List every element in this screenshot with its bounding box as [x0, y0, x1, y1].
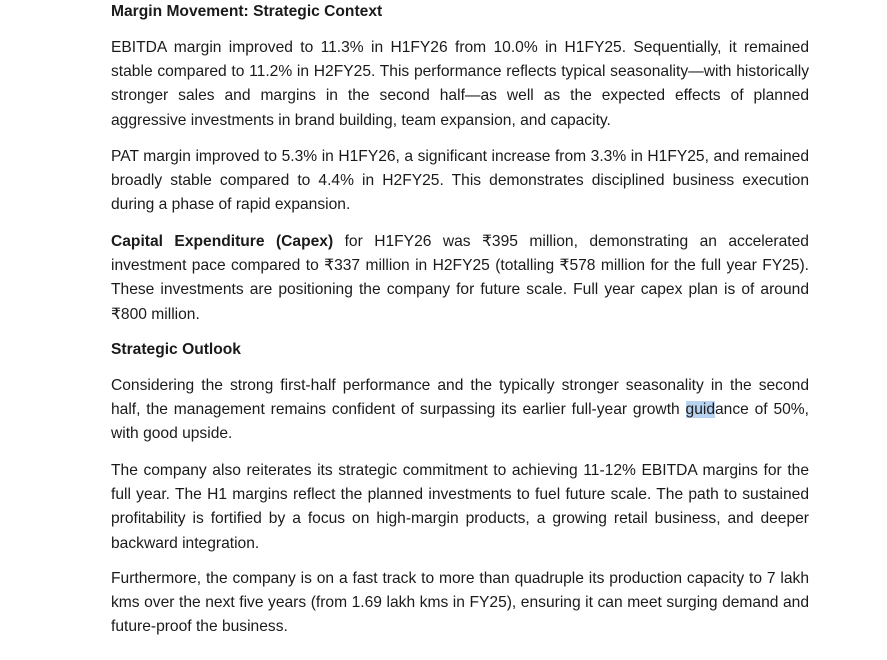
paragraph-ebitda-margin: EBITDA margin improved to 11.3% in H1FY26 from 10.0% in H1FY25. Sequentially, it remained stable compared to 11.2% in H2FY25. This performance reflects typical seasonality—with historically stronger sales and margins in the second half—as well as the expected effects of planned aggressive investments in brand building, team expansion, and capacity.	[111, 39, 809, 129]
section-heading-strategic-outlook: Strategic Outlook	[111, 341, 241, 358]
guidance-text-after: ance of 50%, with good upside.	[111, 401, 809, 443]
text-selection-highlight[interactable]: guid	[685, 401, 715, 419]
section-heading-margin-movement: Margin Movement: Strategic Context	[111, 3, 383, 20]
paragraph-capex	[111, 230, 809, 327]
guidance-text-before: Considering the strong first-half performance and the typically stronger seasonality in the second half, the management remains confident of surpassing its earlier full-year growth	[111, 377, 809, 419]
paragraph-growth-guidance	[111, 374, 809, 447]
paragraph-pat-margin: PAT margin improved to 5.3% in H1FY26, a significant increase from 3.3% in H1FY25, and remained broadly stable compared to 4.4% in H2FY25. This demonstrates disciplined business execution during a phase of rapid expansion.	[111, 148, 809, 214]
capex-bold-label: Capital Expenditure (Capex)	[111, 233, 334, 250]
paragraph-ebitda-commitment: The company also reiterates its strategic commitment to achieving 11-12% EBITDA margins for the full year. The H1 margins reflect the planned investments to fuel future scale. The path to sustained profitability is fortified by a focus on high-margin products, a growing retail business, and deeper backward integration.	[111, 462, 809, 552]
capex-text: for H1FY26 was ₹395 million, demonstrating an accelerated investment pace compared to ₹337 million in H2FY25 (totalling ₹578 million for the full year FY25). These investments are positioning the company for future scale. Full year capex plan is of around ₹800 million.	[111, 233, 809, 323]
paragraph-production-capacity: Furthermore, the company is on a fast track to more than quadruple its production capacity to 7 lakh kms over the next five years (from 1.69 lakh kms in FY25), ensuring it can meet surging demand and future-proof the business.	[111, 570, 809, 636]
